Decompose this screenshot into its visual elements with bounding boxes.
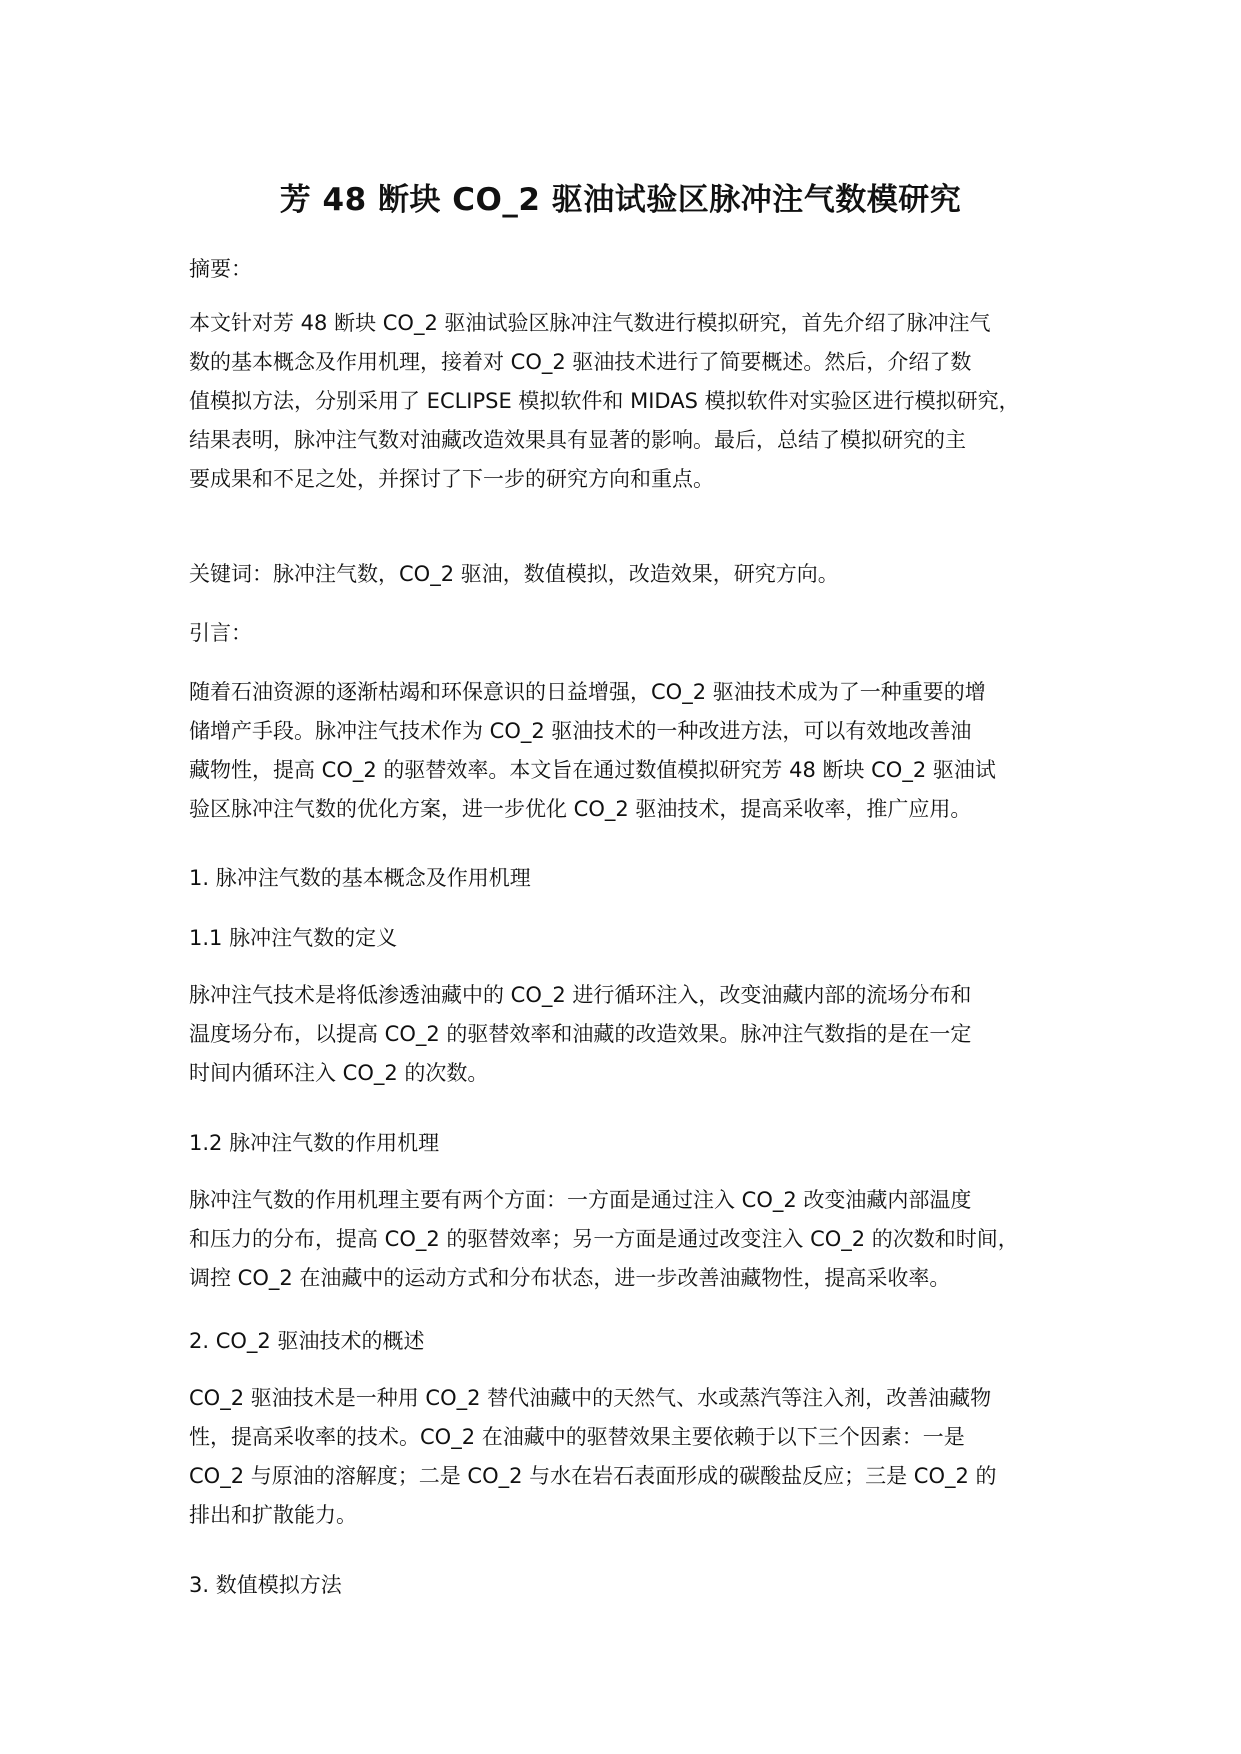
section-1-heading: 1. 脉冲注气数的基本概念及作用机理 xyxy=(189,866,531,890)
section-2-line: 性，提高采收率的技术。CO_2 在油藏中的驱替效果主要依赖于以下三个因素：一是 xyxy=(189,1425,965,1449)
section-1-2-line: 调控 CO_2 在油藏中的运动方式和分布状态，进一步改善油藏物性，提高采收率。 xyxy=(189,1266,951,1290)
intro-paragraph xyxy=(189,673,1089,829)
section-1-1-paragraph xyxy=(189,976,1089,1093)
section-2-line: CO_2 与原油的溶解度；二是 CO_2 与水在岩石表面形成的碳酸盐反应；三是 CO_2 的 xyxy=(189,1464,997,1488)
abstract-line: 值模拟方法，分别采用了 ECLIPSE 模拟软件和 MIDAS 模拟软件对实验区进行模拟研究， xyxy=(189,389,1020,413)
section-1-2-line: 和压力的分布，提高 CO_2 的驱替效率；另一方面是通过改变注入 CO_2 的次数和时间， xyxy=(189,1227,1019,1251)
intro-line: 储增产手段。脉冲注气技术作为 CO_2 驱油技术的一种改进方法，可以有效地改善油 xyxy=(189,719,972,743)
intro-heading: 引言： xyxy=(189,621,252,645)
section-1-1-line: 时间内循环注入 CO_2 的次数。 xyxy=(189,1061,489,1085)
intro-line: 藏物性，提高 CO_2 的驱替效率。本文旨在通过数值模拟研究芳 48 断块 CO_2 驱油试 xyxy=(189,758,996,782)
abstract-line: 本文针对芳 48 断块 CO_2 驱油试验区脉冲注气数进行模拟研究，首先介绍了脉冲注气 xyxy=(189,311,991,335)
abstract-heading: 摘要： xyxy=(189,257,252,281)
abstract-line: 要成果和不足之处，并探讨了下一步的研究方向和重点。 xyxy=(189,467,714,491)
section-1-1-heading: 1.1 脉冲注气数的定义 xyxy=(189,926,398,950)
intro-line: 随着石油资源的逐渐枯竭和环保意识的日益增强，CO_2 驱油技术成为了一种重要的增 xyxy=(189,680,986,704)
section-1-2-heading: 1.2 脉冲注气数的作用机理 xyxy=(189,1131,440,1155)
section-2-paragraph xyxy=(189,1379,1089,1535)
section-1-2-paragraph xyxy=(189,1181,1089,1298)
section-1-1-line: 脉冲注气技术是将低渗透油藏中的 CO_2 进行循环注入，改变油藏内部的流场分布和 xyxy=(189,983,972,1007)
section-2-line: 排出和扩散能力。 xyxy=(189,1503,357,1527)
section-2-line: CO_2 驱油技术是一种用 CO_2 替代油藏中的天然气、水或蒸汽等注入剂，改善油藏物 xyxy=(189,1386,992,1410)
section-2-heading: 2. CO_2 驱油技术的概述 xyxy=(189,1329,425,1353)
abstract-paragraph xyxy=(189,304,1089,499)
document-title: 芳 48 断块 CO_2 驱油试验区脉冲注气数模研究 xyxy=(279,182,962,218)
section-3-heading: 3. 数值模拟方法 xyxy=(189,1573,342,1597)
section-1-1-line: 温度场分布，以提高 CO_2 的驱替效率和油藏的改造效果。脉冲注气数指的是在一定 xyxy=(189,1022,972,1046)
intro-line: 验区脉冲注气数的优化方案，进一步优化 CO_2 驱油技术，提高采收率，推广应用。 xyxy=(189,797,972,821)
abstract-line: 结果表明，脉冲注气数对油藏改造效果具有显著的影响。最后，总结了模拟研究的主 xyxy=(189,428,966,452)
section-1-2-line: 脉冲注气数的作用机理主要有两个方面：一方面是通过注入 CO_2 改变油藏内部温度 xyxy=(189,1188,972,1212)
abstract-line: 数的基本概念及作用机理，接着对 CO_2 驱油技术进行了简要概述。然后，介绍了数 xyxy=(189,350,972,374)
keywords-line: 关键词：脉冲注气数，CO_2 驱油，数值模拟，改造效果，研究方向。 xyxy=(189,562,839,586)
